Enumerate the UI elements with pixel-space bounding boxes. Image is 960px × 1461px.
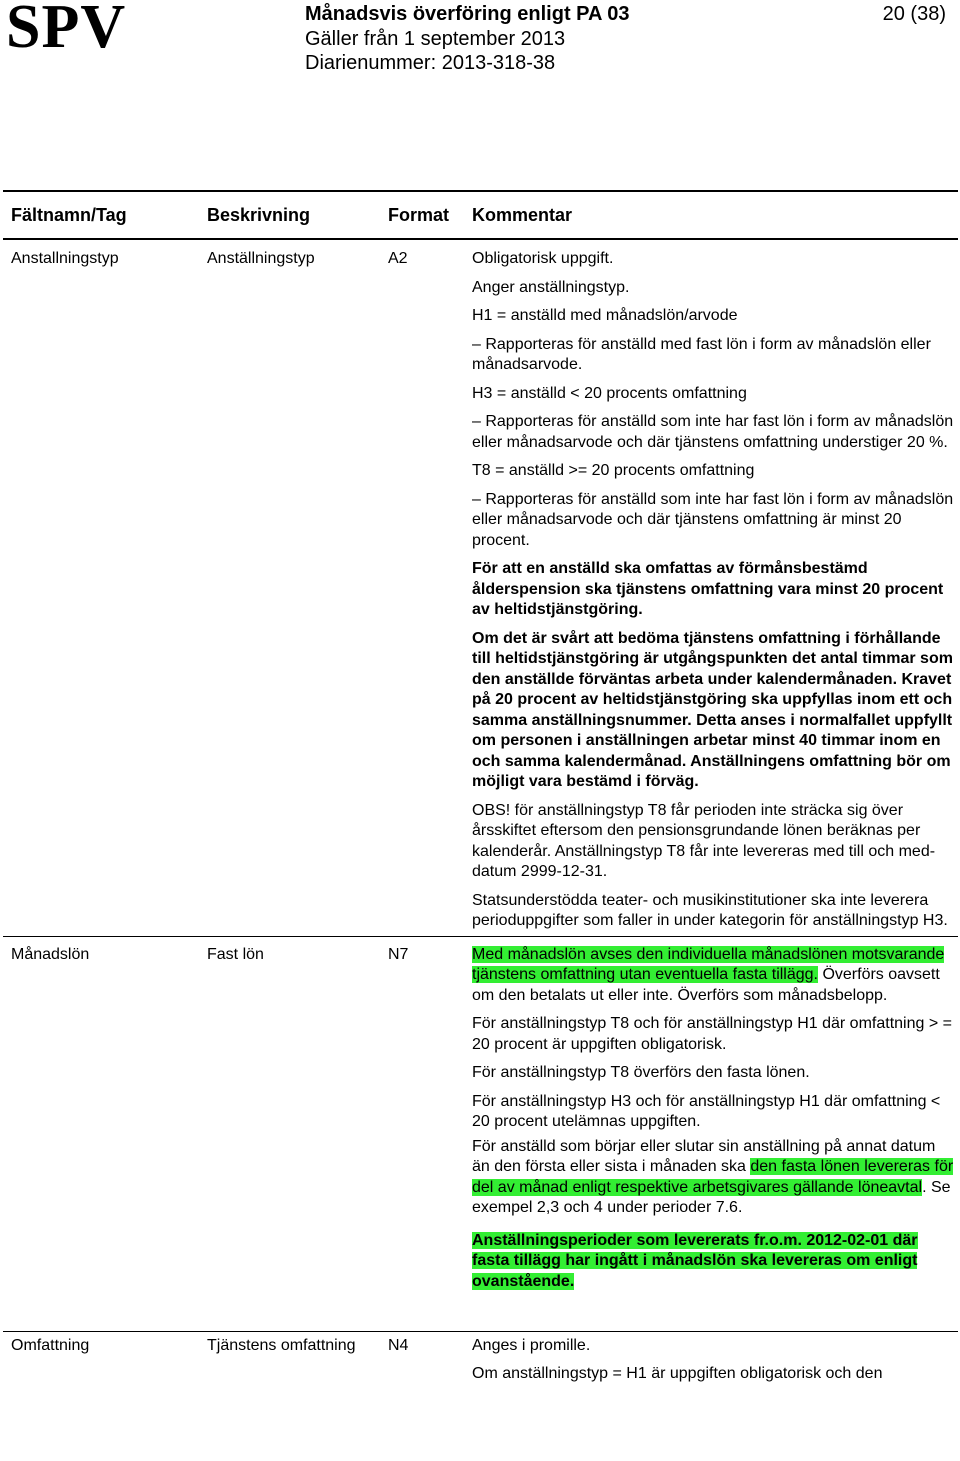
highlighted-text: den fasta lönen levereras för del av månad enligt respektive arbetsgivares gällande löneavtal: [472, 1158, 954, 1196]
comment-line: Obligatorisk uppgift.: [472, 250, 614, 267]
comment-line: – Rapporteras för anställd som inte har fast lön i form av månadslön eller månadsarvode och där tjänstens omfattning är minst 20 procent.: [472, 490, 954, 549]
comment-paragraph: [472, 1137, 954, 1219]
field-format: N7: [388, 945, 409, 963]
field-format: A2: [388, 250, 408, 267]
cell-description: [199, 1331, 380, 1393]
cell-field: [3, 1331, 199, 1393]
valid-from: Gäller från 1 september 2013: [305, 27, 566, 50]
field-name: Anstallningstyp: [11, 250, 119, 267]
field-description: Tjänstens omfattning: [207, 1336, 356, 1354]
cell-format: [380, 239, 464, 936]
comment-line: Anger anställningstyp.: [472, 278, 630, 296]
cell-format: [380, 1331, 464, 1393]
comment-line: – Rapporteras för anställd som inte har fast lön i form av månadslön eller månadsarvode och där tjänstens omfattning understiger 20 %.: [472, 413, 954, 451]
registration-number: Diarienummer: 2013-318-38: [305, 52, 556, 74]
highlighted-text: Med månadslön avses den individuella månadslönen motsvarande tjänstens omfattning utan eventuella fasta tillägg.: [472, 945, 945, 983]
table-row: [3, 936, 958, 1331]
cell-comment: [464, 239, 958, 936]
comment-paragraph: [472, 945, 954, 1007]
cell-description: [199, 936, 380, 1331]
comment-text: Överförs oavsett om den betalats ut eller inte. Överförs som månadsbelopp.: [472, 966, 940, 1004]
comment-line: För att en anställd ska omfattas av förmånsbestämd ålderspension ska tjänstens omfattning vara minst 20 procent av heltidstjänstgöring.: [472, 560, 944, 618]
comment-line: T8 = anställd >= 20 procents omfattning: [472, 462, 755, 479]
cell-field: [3, 239, 199, 936]
comment-line: Statsunderstödda teater- och musikinstitutioner ska inte leverera perioduppgifter som faller in under kategorin för anställningstyp H3.: [472, 891, 948, 929]
table-row: [3, 239, 958, 936]
comment-paragraph: För anställningstyp H3 och för anställningstyp H1 där omfattning < 20 procent utelämnas uppgiften.: [472, 1092, 941, 1130]
field-description: Fast lön: [207, 945, 264, 963]
highlighted-text: Anställningsperioder som levererats fr.o.m. 2012-02-01 där fasta tillägg har ingått i månadslön ska levereras om enligt ovanstående.: [472, 1231, 918, 1290]
comment-paragraph: [472, 1231, 954, 1293]
comment-line: OBS! för anställningstyp T8 får perioden inte sträcka sig över årsskiftet eftersom den pensionsgrundande lönen beräknas per kalenderår. Anställningstyp T8 får inte levereras med till och med-datum 2999-12-31.: [472, 801, 936, 880]
comment-paragraph: För anställningstyp T8 överförs den fasta lönen.: [472, 1064, 810, 1081]
cell-description: [199, 239, 380, 936]
spv-logo: SPV: [6, 0, 127, 61]
comment-line: Om det är svårt att bedöma tjänstens omfattning i förhållande till heltidstjänstgöring är utgångspunkten det antal timmar som den anställde förväntas arbeta under kalendermånaden. Kravet på 20 procent av heltidstjänstgöring ska uppfyllas inom ett och samma anställningsnummer. Detta anses i normalfallet uppfyllt om personen i anställningen arbetar minst 40 timmar inom en och samma kalendermånad. Anställningens omfattning bör om möjligt vara bestämd i förväg.: [472, 629, 953, 790]
table-row: [3, 1331, 958, 1393]
comment-paragraph: För anställningstyp T8 och för anställningstyp H1 där omfattning > = 20 procent är uppgiften obligatorisk.: [472, 1015, 952, 1053]
page-number: 20 (38): [882, 3, 946, 25]
col-header-field: Fältnamn/Tag: [3, 191, 199, 239]
cell-format: [380, 936, 464, 1331]
field-description: Anställningstyp: [207, 250, 315, 267]
field-name: Månadslön: [11, 945, 90, 963]
comment-line: Om anställningstyp = H1 är uppgiften obligatorisk och den: [472, 1365, 883, 1382]
comment-text: . Se exempel 2,3 och 4 under perioder 7.6.: [472, 1178, 951, 1216]
col-header-description: Beskrivning: [199, 191, 380, 239]
comment-line: – Rapporteras för anställd med fast lön i form av månadslön eller månadsarvode.: [472, 335, 931, 373]
document-title: Månadsvis överföring enligt PA 03: [305, 3, 630, 25]
comment-line: H3 = anställd < 20 procents omfattning: [472, 384, 747, 402]
comment-line: Anges i promille.: [472, 1336, 591, 1354]
cell-comment: [464, 1331, 958, 1393]
comment-text: För anställd som börjar eller slutar sin anställning på annat datum än den första eller sista i månaden ska: [472, 1137, 936, 1175]
col-header-comment: Kommentar: [464, 191, 958, 239]
field-name: Omfattning: [11, 1336, 90, 1354]
field-spec-table: [3, 190, 958, 1393]
comment-line: H1 = anställd med månadslön/arvode: [472, 307, 738, 324]
table-header-row: [3, 191, 958, 239]
cell-comment: [464, 936, 958, 1331]
col-header-format: Format: [380, 191, 464, 239]
cell-field: [3, 936, 199, 1331]
field-format: N4: [388, 1336, 409, 1354]
document-header: [305, 2, 630, 76]
